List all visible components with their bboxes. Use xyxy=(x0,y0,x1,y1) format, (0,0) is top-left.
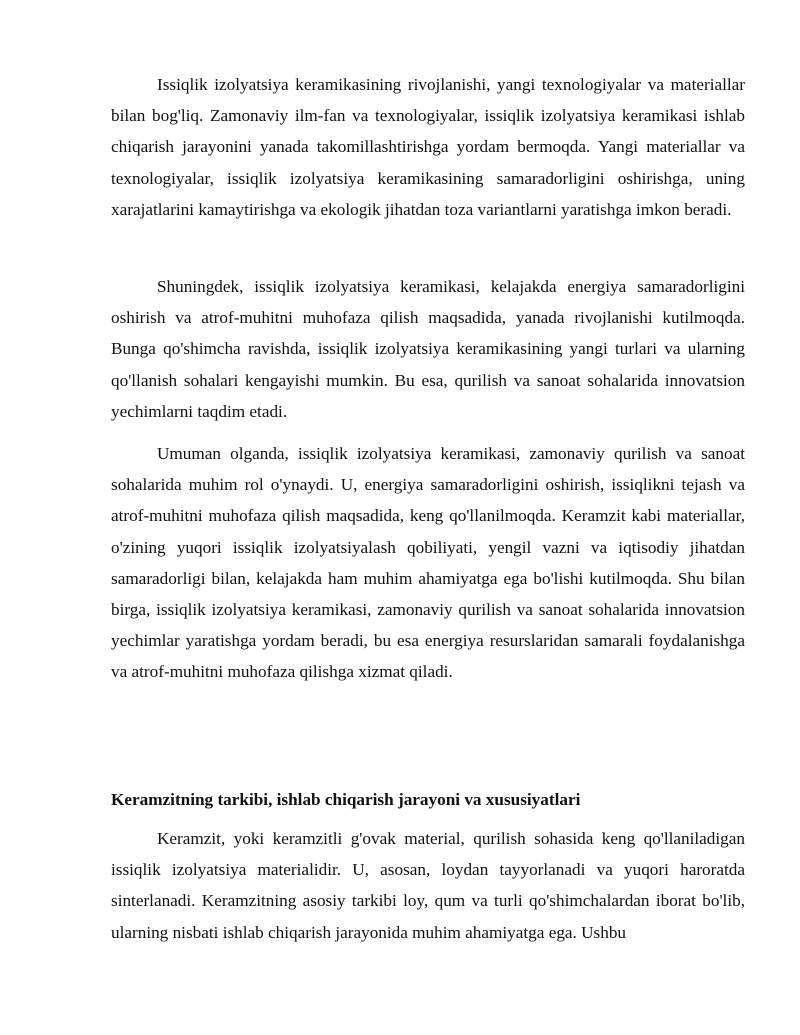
section-heading: Keramzitning tarkibi, ishlab chiqarish jarayoni va xususiyatlari xyxy=(111,790,581,809)
body-paragraph-2: Shuningdek, issiqlik izolyatsiya keramikasi, kelajakda energiya samaradorligini oshirish va atrof-muhitni muhofaza qilish maqsadida, yanada rivojlanishi kutilmoqda. Bunga qo'shimcha ravishda, issiqlik izolyatsiya keramikasining yangi turlari va ularning qo'llanish sohalari kengayishi mumkin. Bu esa, qurilish va sanoat sohalarida innovatsion yechimlarni taqdim etadi. xyxy=(111,277,745,421)
body-paragraph-1: Issiqlik izolyatsiya keramikasining rivojlanishi, yangi texnologiyalar va materiallar bilan bog'liq. Zamonaviy ilm-fan va texnologiyalar, issiqlik izolyatsiya keramikasi ishlab chiqarish jarayonini yanada takomillashtirishga yordam bermoqda. Yangi materiallar va texnologiyalar, issiqlik izolyatsiya keramikasining samaradorligini oshirishga, uning xarajatlarini kamaytirishga va ekologik jihatdan toza variantlarni yaratishga imkon beradi. xyxy=(111,75,745,219)
body-paragraph-3: Umuman olganda, issiqlik izolyatsiya keramikasi, zamonaviy qurilish va sanoat sohalarida muhim rol o'ynaydi. U, energiya samaradorligini oshirish, issiqlikni tejash va atrof-muhitni muhofaza qilish maqsadida, keng qo'llanilmoqda. Keramzit kabi materiallar, o'zining yuqori issiqlik izolyatsiyalash qobiliyati, yengil vazni va iqtisodiy jihatdan samaradorligi bilan, kelajakda ham muhim ahamiyatga ega bo'lishi kutilmoqda. Shu bilan birga, issiqlik izolyatsiya keramikasi, zamonaviy qurilish va sanoat sohalarida innovatsion yechimlar yaratishga yordam beradi, bu esa energiya resurslaridan samarali foydalanishga va atrof-muhitni muhofaza qilishga xizmat qiladi. xyxy=(111,444,745,682)
section-paragraph: Keramzit, yoki keramzitli g'ovak material, qurilish sohasida keng qo'llaniladigan issiqlik izolyatsiya materialidir. U, asosan, loydan tayyorlanadi va yuqori haroratda sinterlanadi. Keramzitning asosiy tarkibi loy, qum va turli qo'shimchalardan iborat bo'lib, ularning nisbati ishlab chiqarish jarayonida muhim ahamiyatga ega. Ushbu xyxy=(111,829,745,942)
